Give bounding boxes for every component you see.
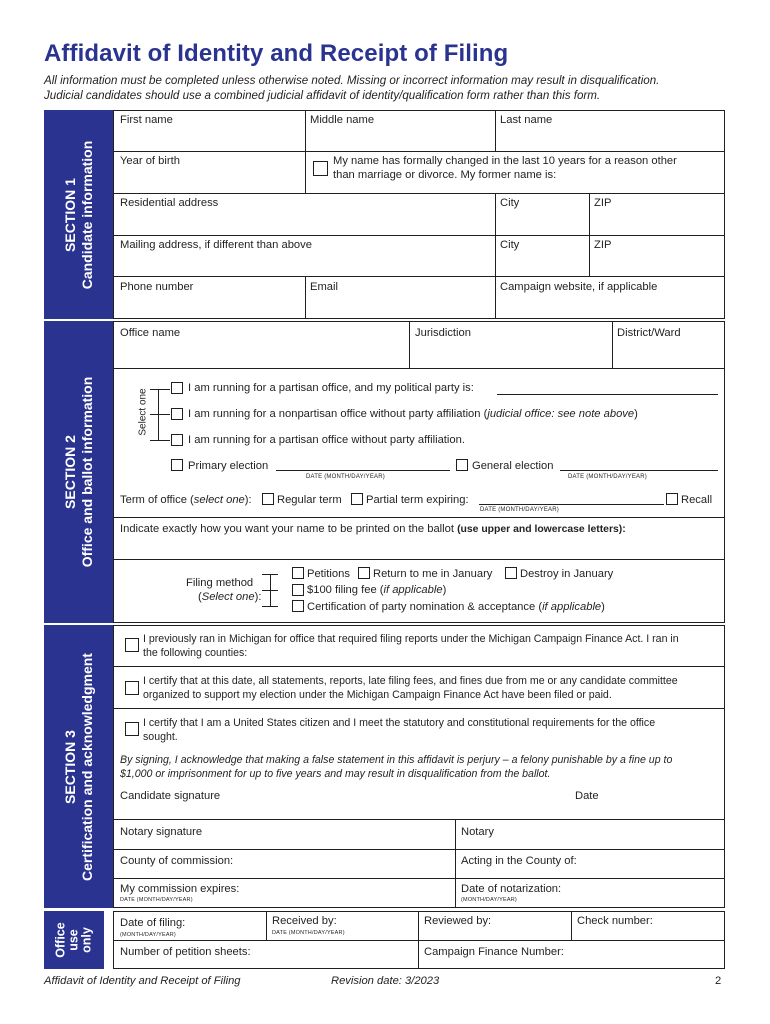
website-field[interactable]: Campaign website, if applicable [500, 281, 658, 293]
ballot-name-field[interactable]: Indicate exactly how you want your name to be printed on the ballot (use upper and lowercase letters): [120, 523, 626, 535]
recall-label: Recall [681, 494, 713, 506]
district-field[interactable]: District/Ward [617, 327, 681, 339]
middle-name-field[interactable]: Middle name [310, 114, 375, 126]
partisan-label: I am running for a partisan office, and my political party is: [188, 382, 474, 394]
date-of-filing-field[interactable]: Date of filing: [120, 917, 186, 929]
section1-banner [44, 110, 113, 319]
office-use-label-2: use [66, 929, 81, 951]
general-election-checkbox[interactable] [456, 459, 468, 471]
last-name-field[interactable]: Last name [500, 114, 553, 126]
section3-number: SECTION 3 [61, 729, 78, 804]
primary-election-label: Primary election [188, 460, 269, 472]
notarization-date-field[interactable]: Date of notarization: [461, 883, 562, 895]
partial-term-date-format: DATE (MONTH/DAY/YEAR) [480, 507, 559, 513]
perjury-text-1: By signing, I acknowledge that making a false statement in this affidavit is perjury – a felony punishable by a fine up to [120, 754, 673, 766]
previously-ran-text-1: I previously ran in Michigan for office that required filing reports under the Michigan Campaign Finance Act. I ran in [143, 633, 679, 645]
return-january-label: Return to me in January [373, 568, 493, 580]
mailing-zip-field[interactable]: ZIP [594, 239, 612, 251]
notarization-date-format: (MONTH/DAY/YEAR) [461, 897, 517, 903]
partial-term-date-input[interactable] [479, 504, 664, 505]
date-of-filing-format: (MONTH/DAY/YEAR) [120, 932, 176, 938]
general-date-format: DATE (MONTH/DAY/YEAR) [568, 474, 647, 480]
jurisdiction-field[interactable]: Jurisdiction [415, 327, 471, 339]
section2-banner [44, 321, 113, 623]
office-use-banner [44, 911, 104, 969]
section3-name: Certification and acknowledgment [78, 652, 95, 881]
certify-reports-text-1: I certify that at this date, all statements, reports, late filing fees, and fines due from me or any candidate committee [143, 675, 678, 687]
filing-fee-checkbox[interactable] [292, 584, 304, 596]
citizen-checkbox[interactable] [125, 722, 139, 736]
residential-zip-field[interactable]: ZIP [594, 197, 612, 209]
citizen-text-2: sought. [143, 731, 178, 743]
office-name-field[interactable]: Office name [120, 327, 181, 339]
notary-field[interactable]: Notary [461, 826, 494, 838]
partial-term-checkbox[interactable] [351, 493, 363, 505]
partial-term-label: Partial term expiring: [366, 494, 469, 506]
commission-expires-format: DATE (MONTH/DAY/YEAR) [120, 897, 193, 903]
nonpartisan-label: I am running for a nonpartisan office without party affiliation (judicial office: see note above) [188, 408, 638, 420]
residential-address-field[interactable]: Residential address [120, 197, 219, 209]
no-affiliation-checkbox[interactable] [171, 434, 183, 446]
citizen-text-1: I certify that I am a United States citizen and I meet the statutory and constitutional requirements for the office [143, 717, 656, 729]
county-commission-field[interactable]: County of commission: [120, 855, 234, 867]
office-use-label-3: only [79, 927, 94, 953]
acting-county-field[interactable]: Acting in the County of: [461, 855, 577, 867]
filing-method-select-label: (Select one): [198, 591, 262, 603]
mailing-address-field[interactable]: Mailing address, if different than above [120, 239, 312, 251]
perjury-text-2: $1,000 or imprisonment for up to five years and may result in disqualification from the ballot. [120, 768, 551, 780]
return-january-checkbox[interactable] [358, 567, 370, 579]
check-number-field[interactable]: Check number: [577, 915, 653, 927]
term-of-office-label: Term of office (select one): [120, 494, 252, 506]
received-by-field[interactable]: Received by: [272, 915, 337, 927]
section3-banner [44, 625, 113, 908]
select-one-label: Select one [137, 388, 149, 436]
page-number: 2 [715, 975, 722, 987]
section1-number: SECTION 1 [61, 177, 78, 252]
certification-checkbox[interactable] [292, 600, 304, 612]
certify-reports-text-2: organized to support my election under the Michigan Campaign Finance Act have been filed or paid. [143, 689, 612, 701]
petition-sheets-field[interactable]: Number of petition sheets: [120, 946, 251, 958]
party-input[interactable] [497, 394, 718, 395]
general-date-input[interactable] [560, 470, 718, 471]
office-use-label-1: Office [53, 922, 68, 958]
filing-fee-label: $100 filing fee (if applicable) [307, 584, 447, 596]
recall-checkbox[interactable] [666, 493, 678, 505]
destroy-january-label: Destroy in January [520, 568, 614, 580]
certification-label: Certification of party nomination & acceptance (if applicable) [307, 601, 605, 613]
candidate-signature-field[interactable]: Candidate signature [120, 790, 221, 802]
petitions-checkbox[interactable] [292, 567, 304, 579]
primary-date-input[interactable] [276, 470, 450, 471]
certify-reports-checkbox[interactable] [125, 681, 139, 695]
primary-election-checkbox[interactable] [171, 459, 183, 471]
campaign-finance-number-field[interactable]: Campaign Finance Number: [424, 946, 564, 958]
intro-text [44, 73, 744, 103]
no-affiliation-label: I am running for a partisan office without party affiliation. [188, 434, 465, 446]
year-of-birth-field[interactable]: Year of birth [120, 155, 180, 167]
mailing-city-field[interactable]: City [500, 239, 520, 251]
phone-field[interactable]: Phone number [120, 281, 194, 293]
candidate-signature-date-field[interactable]: Date [575, 790, 599, 802]
filing-method-label: Filing method [186, 577, 254, 589]
received-by-date-format: DATE (MONTH/DAY/YEAR) [272, 930, 345, 936]
regular-term-checkbox[interactable] [262, 493, 274, 505]
footer-revision-date: Revision date: 3/2023 [331, 975, 440, 987]
previously-ran-text-2: the following counties: [143, 647, 248, 659]
footer-form-title: Affidavit of Identity and Receipt of Filing [44, 975, 241, 987]
regular-term-label: Regular term [277, 494, 342, 506]
notary-signature-field[interactable]: Notary signature [120, 826, 203, 838]
partisan-checkbox[interactable] [171, 382, 183, 394]
name-change-text-2: than marriage or divorce. My former name is: [333, 169, 557, 181]
primary-date-format: DATE (MONTH/DAY/YEAR) [306, 474, 385, 480]
previously-ran-checkbox[interactable] [125, 638, 139, 652]
section1-name: Candidate information [78, 140, 95, 289]
destroy-january-checkbox[interactable] [505, 567, 517, 579]
section2-number: SECTION 2 [61, 435, 78, 509]
first-name-field[interactable]: First name [120, 114, 173, 126]
intro-line-2: Judicial candidates should use a combined judicial affidavit of identity/qualification form rather than this form. [44, 89, 601, 102]
name-change-text-1: My name has formally changed in the last 10 years for a reason other [333, 155, 677, 167]
intro-line-1: All information must be completed unless otherwise noted. Missing or incorrect information may result in disqualification. [44, 74, 660, 87]
nonpartisan-checkbox[interactable] [171, 408, 183, 420]
section2-name: Office and ballot information [78, 376, 95, 568]
residential-city-field[interactable]: City [500, 197, 520, 209]
general-election-label: General election [472, 460, 554, 472]
petitions-label: Petitions [307, 568, 350, 580]
name-change-checkbox[interactable] [313, 161, 328, 176]
reviewed-by-field[interactable]: Reviewed by: [424, 915, 492, 927]
commission-expires-field[interactable]: My commission expires: [120, 883, 240, 895]
email-field[interactable]: Email [310, 281, 338, 293]
page-title: Affidavit of Identity and Receipt of Filing [44, 40, 509, 67]
